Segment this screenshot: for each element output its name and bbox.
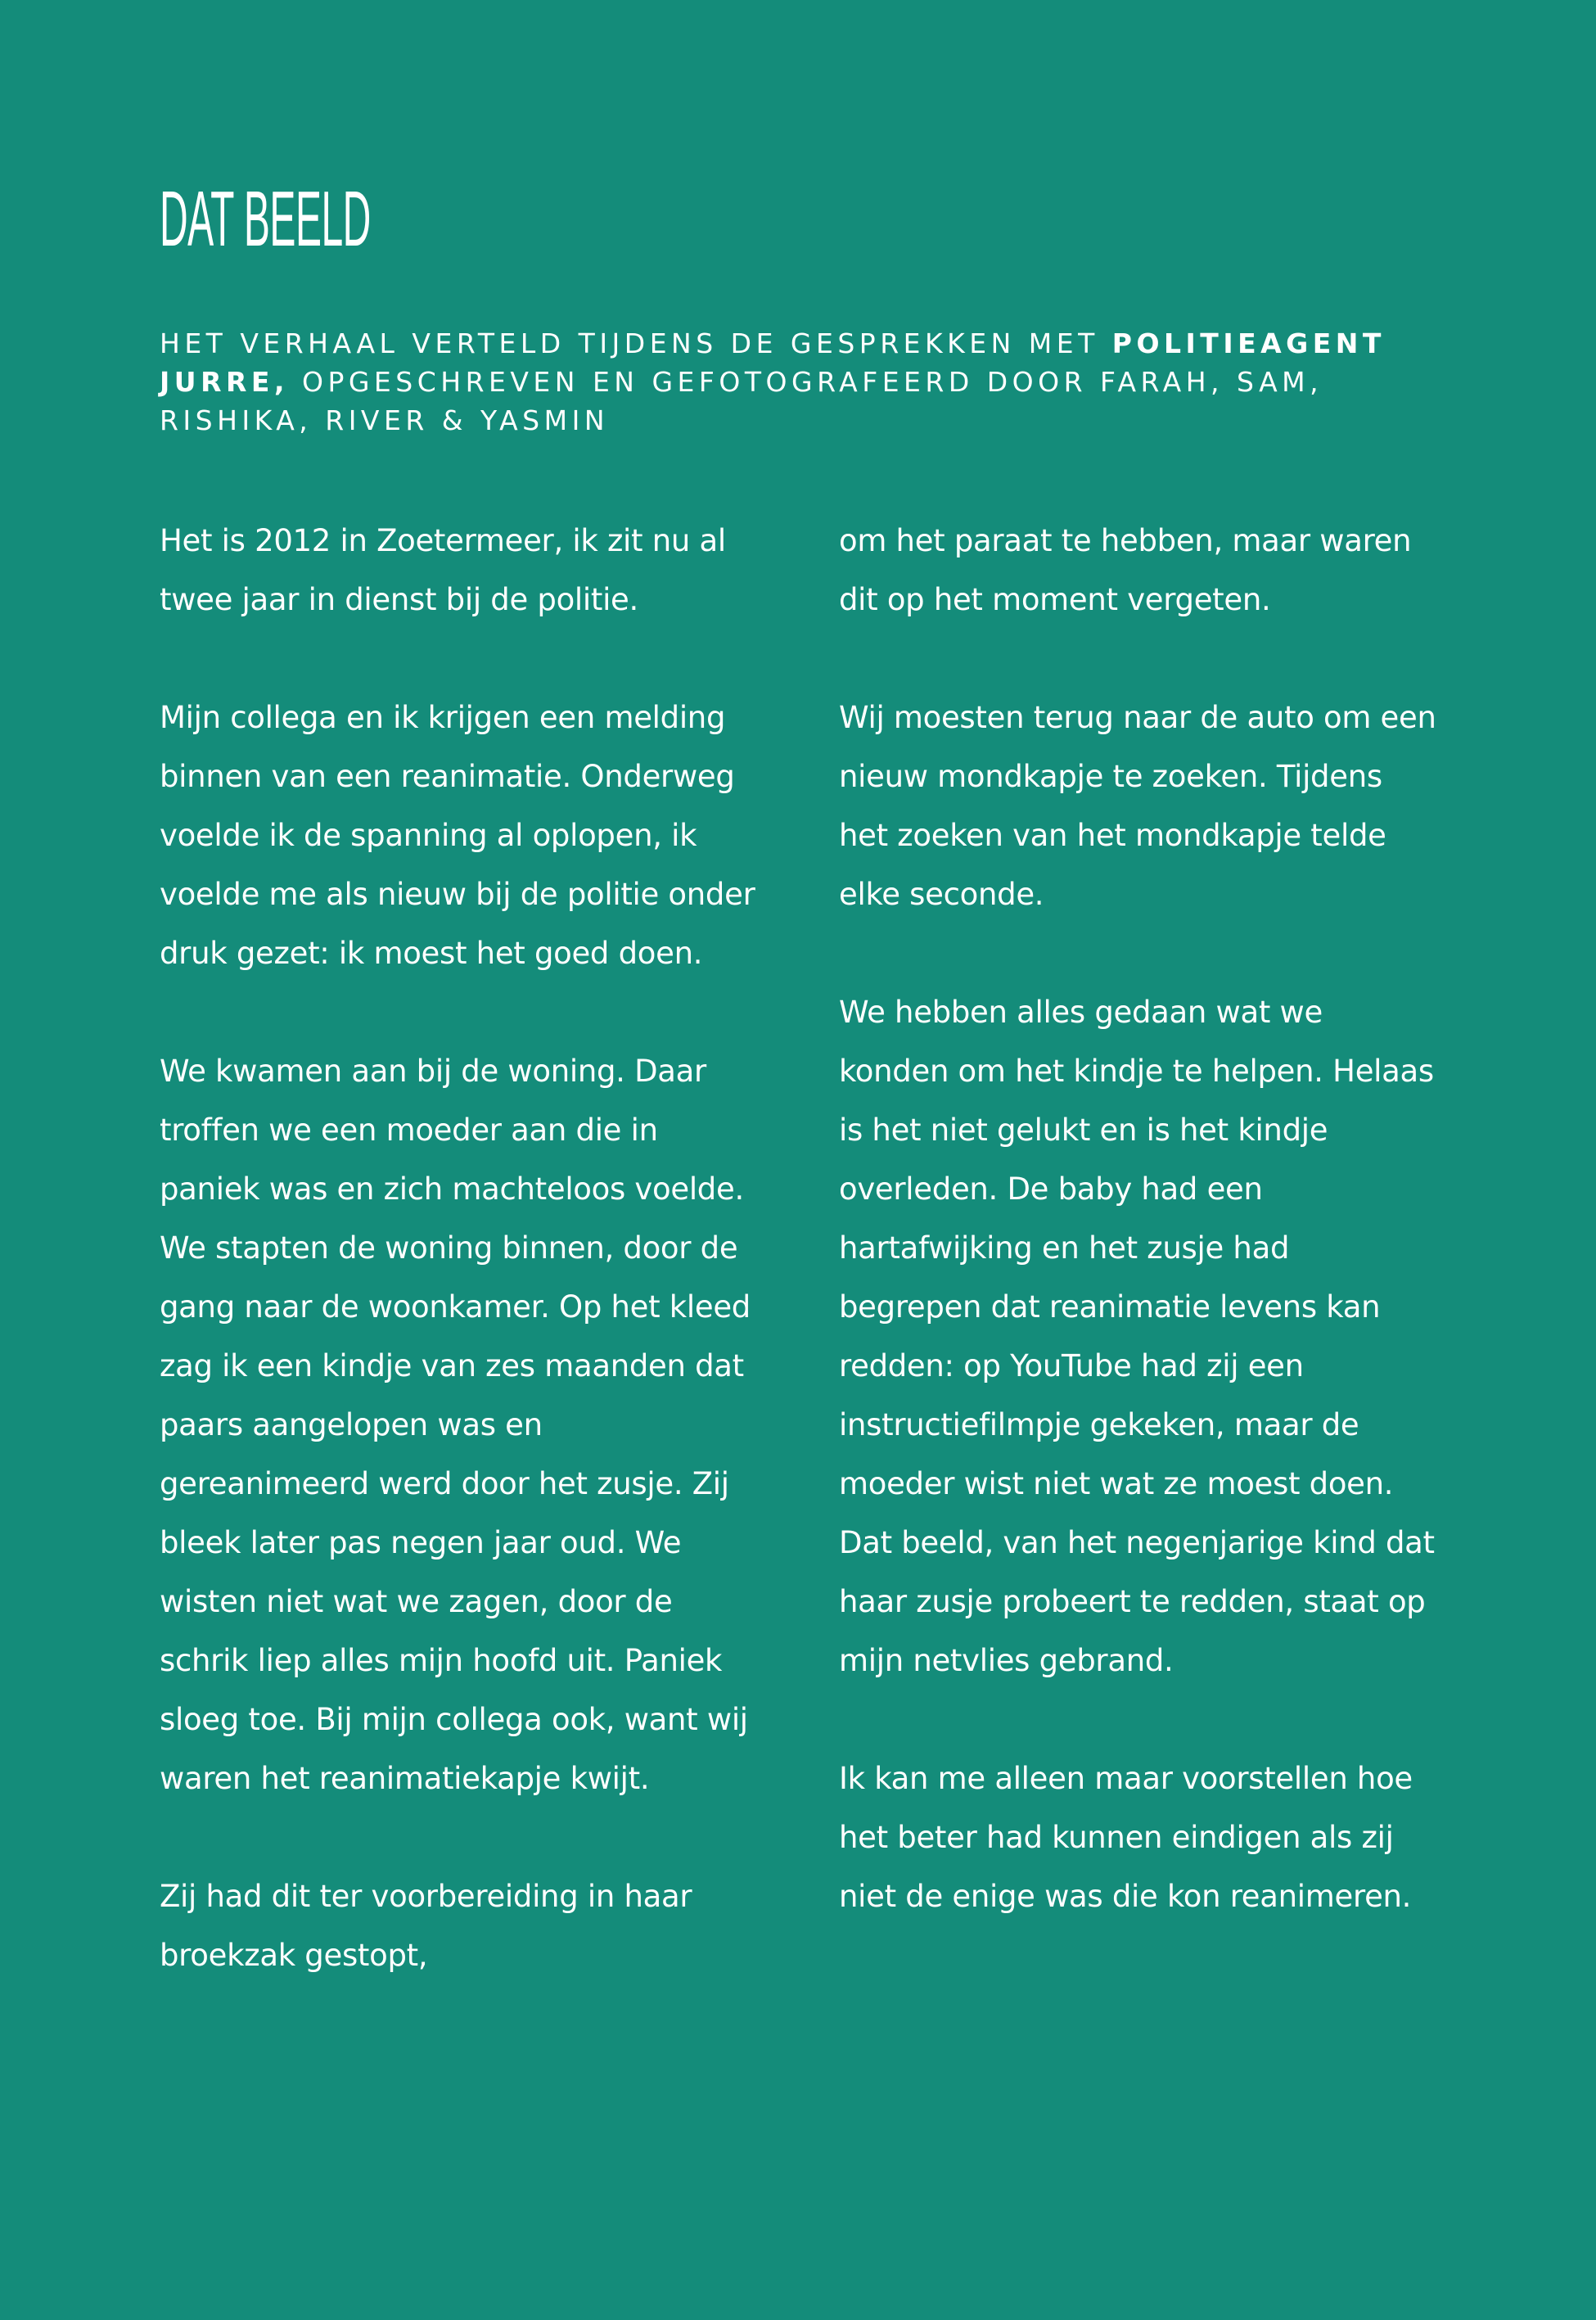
right-column bbox=[839, 512, 1436, 2044]
subtitle-bold-name: POLITIEAGENT JURRE, bbox=[160, 327, 1386, 398]
paragraph: Wij moesten terug naar de auto om een nieuw mondkapje te zoeken. Tijdens het zoeken van het mondkapje telde elke seconde. bbox=[839, 700, 1436, 912]
paragraph: Dat beeld, van het negenjarige kind dat haar zusje probeert te redden, staat op mijn netvlies gebrand. bbox=[839, 1525, 1435, 1678]
article-body bbox=[160, 512, 1436, 2044]
paragraph: Het is 2012 in Zoetermeer, ik zit nu al twee jaar in dienst bij de politie. bbox=[160, 523, 726, 617]
subtitle-part-1: HET VERHAAL VERTELD TIJDENS DE GESPREKKEN MET bbox=[160, 327, 1112, 359]
subtitle-part-2: OPGESCHREVEN EN GEFOTOGRAFEERD DOOR FARAH, SAM, RISHIKA, RIVER & YASMIN bbox=[160, 366, 1323, 436]
paragraph: Ik kan me alleen maar voorstellen hoe het beter had kunnen eindigen als zij niet de enige was die kon reanimeren. bbox=[839, 1761, 1413, 1914]
paragraph: Mijn collega en ik krijgen een melding binnen van een reanimatie. Onderweg voelde ik de spanning al oplopen, ik voelde me als nieuw bij de politie onder druk gezet: ik moest het goed doen. bbox=[160, 700, 755, 971]
paragraph: We hebben alles gedaan wat we konden om het kindje te helpen. Helaas is het niet gelukt en is het kindje overleden. De baby had een hartafwijking en het zusje had begrepen dat reanimatie levens kan redden: op YouTube had zij een instructiefilmpje gekeken, maar de moeder wist niet wat ze moest doen. bbox=[839, 995, 1434, 1501]
paragraph: We kwamen aan bij de woning. Daar troffen we een moeder aan die in paniek was en zich machteloos voelde. We stapten de woning binnen, door de gang naar de woonkamer. Op het kleed zag ik een kindje van zes maanden dat paars aangelopen was en gereanimeerd werd door het zusje. Zij bleek later pas negen jaar oud. We wisten niet wat we zagen, door de schrik liep alles mijn hoofd uit. Paniek sloeg toe. Bij mijn collega ook, want wij waren het reanimatiekapje kwijt. bbox=[160, 1054, 751, 1796]
article bbox=[160, 175, 1436, 1973]
article-title: DAT BEELD bbox=[160, 175, 371, 263]
paragraph: om het paraat te hebben, maar waren dit op het moment vergeten. bbox=[839, 523, 1412, 617]
paragraph: Zij had dit ter voorbereiding in haar broekzak gestopt, bbox=[160, 1879, 692, 1973]
left-column bbox=[160, 512, 757, 2044]
article-subtitle bbox=[160, 324, 1436, 440]
